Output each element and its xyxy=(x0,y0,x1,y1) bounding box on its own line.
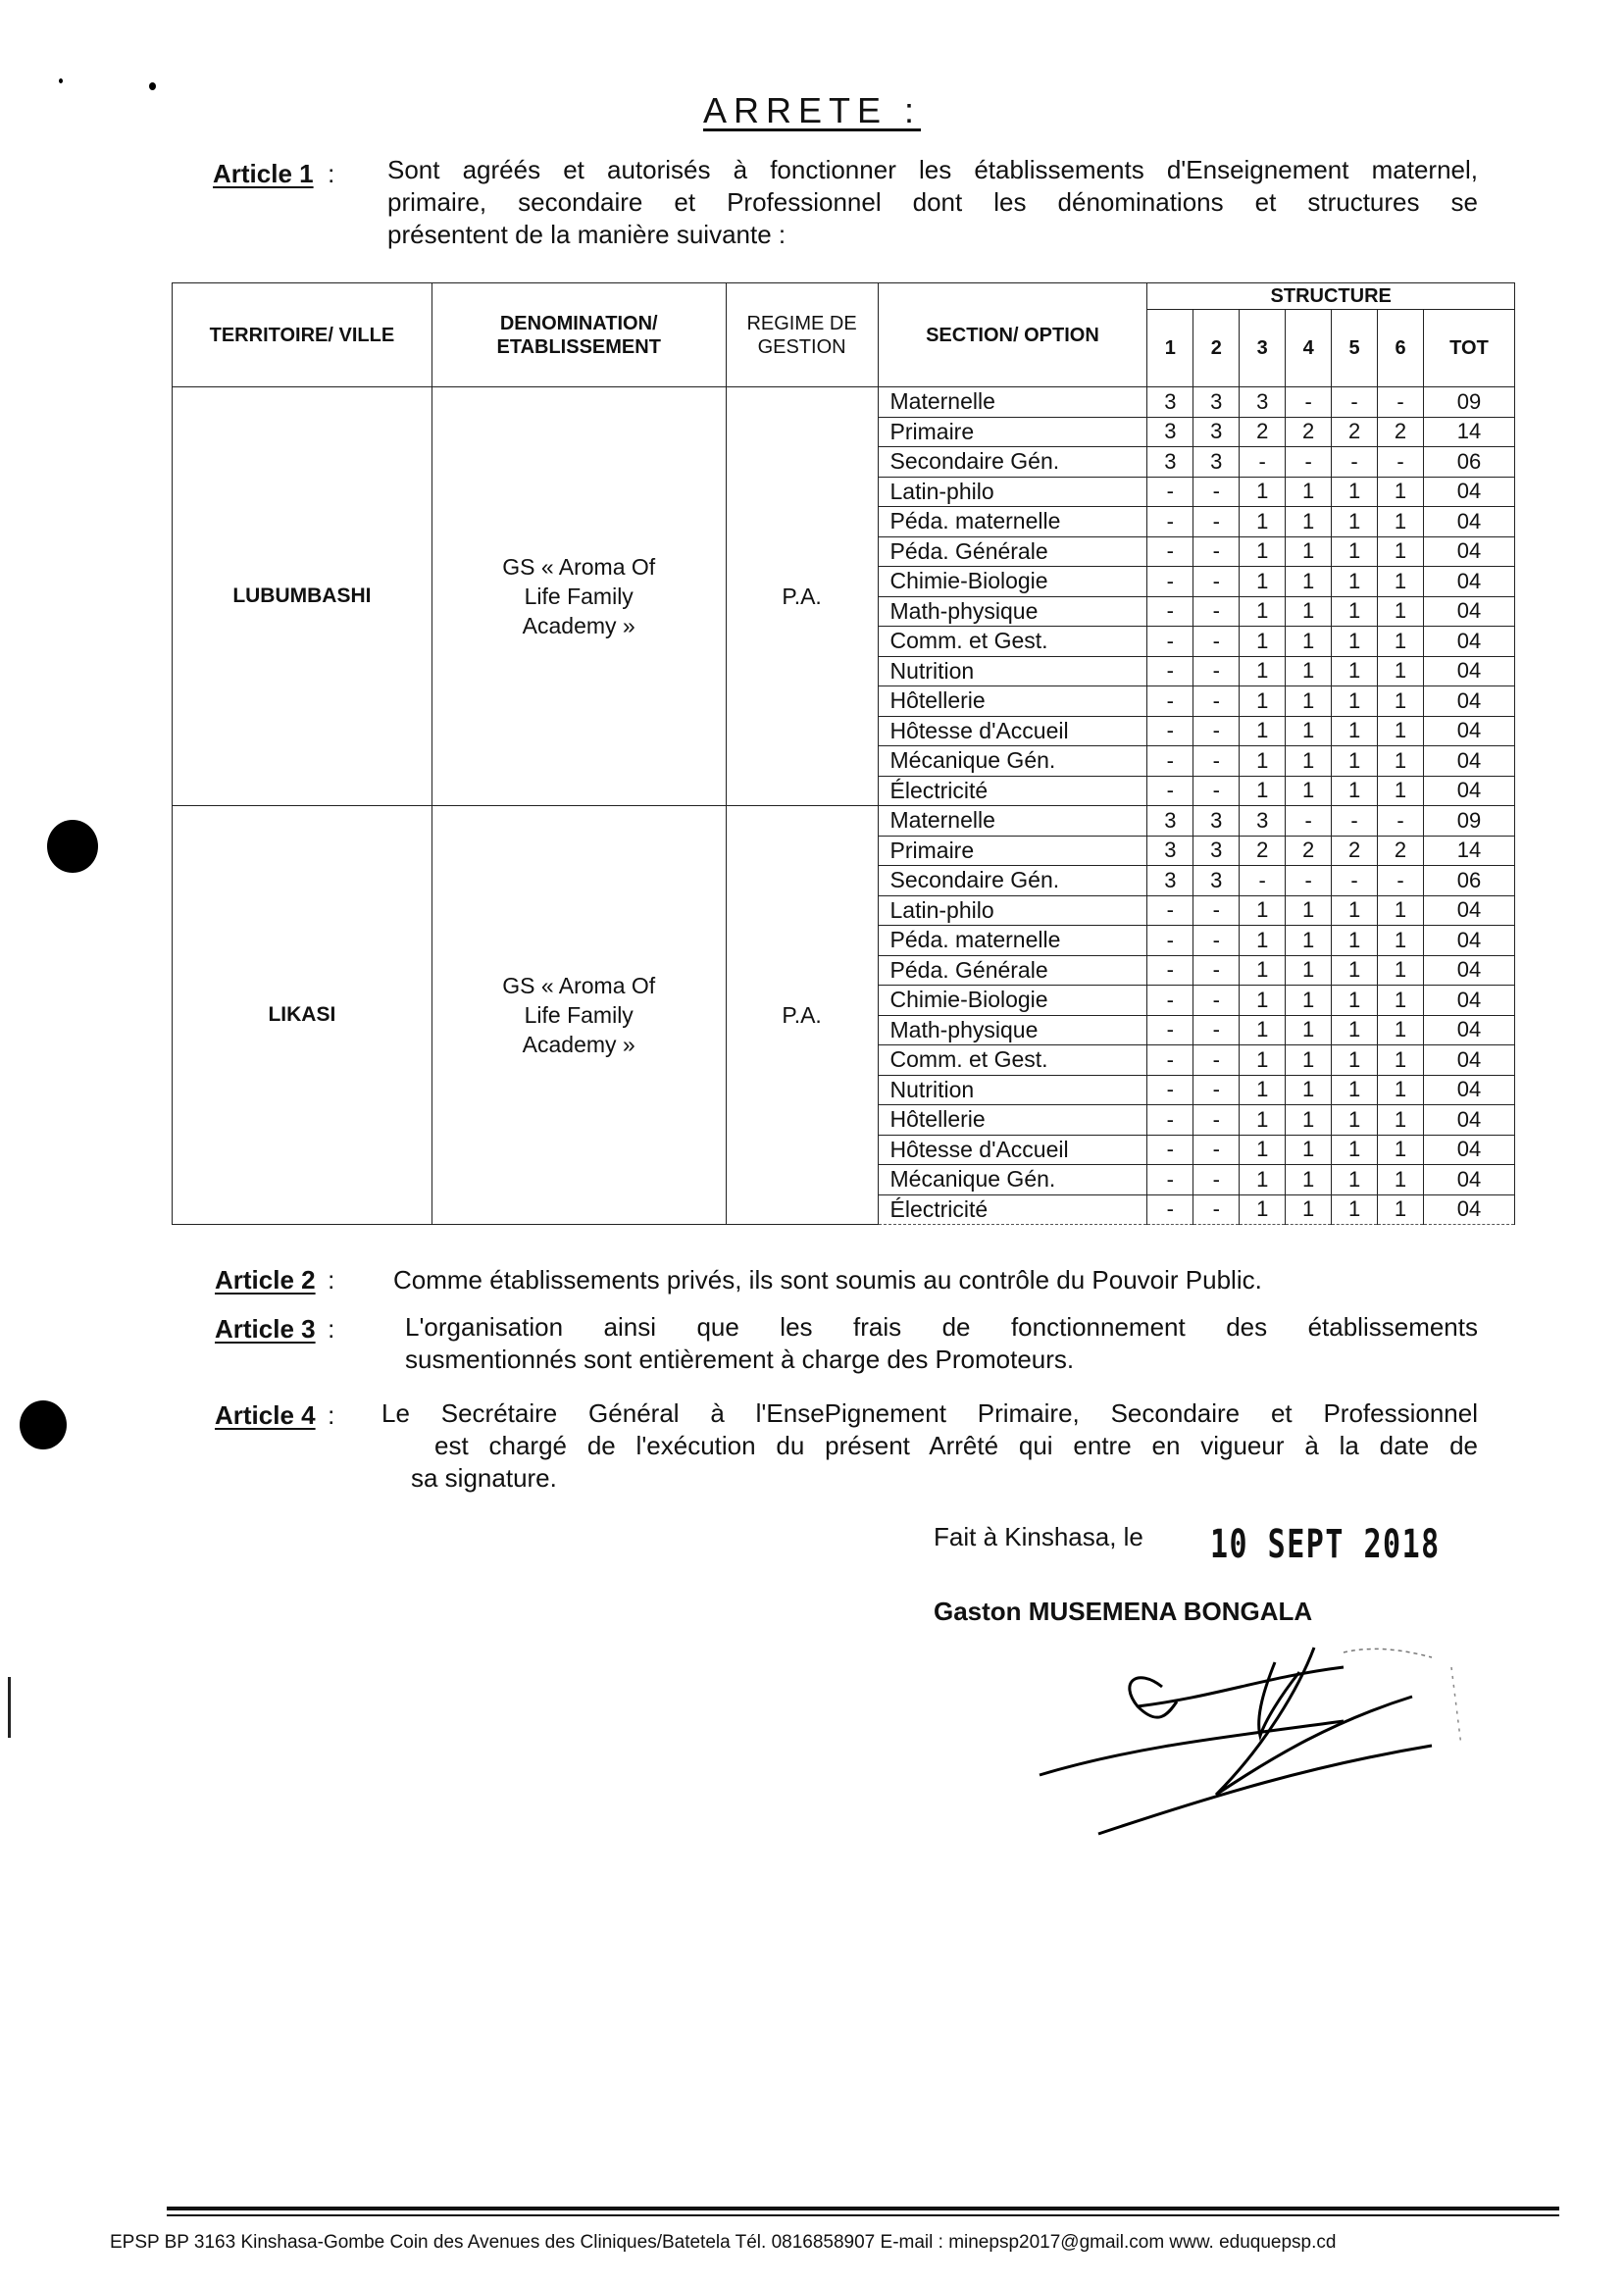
structure-cell: - xyxy=(1193,507,1240,537)
header-col: 2 xyxy=(1193,310,1240,387)
section-cell: Math-physique xyxy=(878,596,1147,627)
section-cell: Électricité xyxy=(878,1194,1147,1225)
section-cell: Mécanique Gén. xyxy=(878,1165,1147,1195)
structure-cell: 1 xyxy=(1332,686,1378,717)
section-cell: Péda. maternelle xyxy=(878,926,1147,956)
structure-cell: 1 xyxy=(1332,716,1378,746)
structure-cell: 1 xyxy=(1240,567,1286,597)
structure-cell: 1 xyxy=(1378,1075,1424,1105)
structure-cell: - xyxy=(1193,536,1240,567)
structure-cell: 1 xyxy=(1332,1105,1378,1136)
structure-cell: 1 xyxy=(1378,507,1424,537)
ville-cell: LUBUMBASHI xyxy=(173,387,432,806)
structure-cell: 1 xyxy=(1332,1135,1378,1165)
structure-cell: 1 xyxy=(1286,1045,1332,1076)
structure-cell: 1 xyxy=(1240,746,1286,777)
structure-cell: - xyxy=(1193,1135,1240,1165)
section-cell: Mécanique Gén. xyxy=(878,746,1147,777)
structure-cell: 1 xyxy=(1332,1075,1378,1105)
structure-cell: 1 xyxy=(1240,536,1286,567)
table-row xyxy=(173,387,1515,418)
structure-cell: 3 xyxy=(1193,806,1240,837)
structure-cell: 1 xyxy=(1240,1165,1286,1195)
structure-cell: 1 xyxy=(1240,1105,1286,1136)
footer-contact: EPSP BP 3163 Kinshasa-Gombe Coin des Avenues des Cliniques/Batetela Tél. 0816858907 E-mail : minepsp2017@gmail.com www. eduquepsp.cd xyxy=(110,2232,1337,2253)
structure-cell: 1 xyxy=(1240,776,1286,806)
structure-cell: 1 xyxy=(1240,477,1286,507)
article4-line: Le Secrétaire Général à l'EnsePignement Primaire, Secondaire et Professionnel xyxy=(381,1398,1478,1428)
structure-cell: - xyxy=(1286,387,1332,418)
structure-cell: 1 xyxy=(1378,627,1424,657)
total-cell: 04 xyxy=(1424,596,1515,627)
structure-cell: 1 xyxy=(1286,567,1332,597)
section-cell: Péda. Générale xyxy=(878,955,1147,986)
structure-cell: 1 xyxy=(1332,507,1378,537)
structure-cell: 3 xyxy=(1147,387,1193,418)
table-body xyxy=(173,387,1515,1225)
structure-cell: 1 xyxy=(1240,596,1286,627)
structure-cell: 1 xyxy=(1240,926,1286,956)
signature-scribble xyxy=(1020,1628,1491,1853)
structure-cell: 1 xyxy=(1378,1194,1424,1225)
structure-cell: - xyxy=(1147,986,1193,1016)
structure-cell: 1 xyxy=(1332,1165,1378,1195)
structure-cell: - xyxy=(1332,387,1378,418)
structure-cell: - xyxy=(1147,567,1193,597)
structure-cell: - xyxy=(1378,387,1424,418)
structure-cell: - xyxy=(1147,686,1193,717)
structure-cell: 1 xyxy=(1378,656,1424,686)
structure-cell: 1 xyxy=(1240,1075,1286,1105)
structure-cell: 1 xyxy=(1286,716,1332,746)
structure-cell: - xyxy=(1147,656,1193,686)
structure-cell: 2 xyxy=(1286,836,1332,866)
structure-cell: 1 xyxy=(1378,1045,1424,1076)
total-cell: 04 xyxy=(1424,895,1515,926)
structure-cell: 1 xyxy=(1332,477,1378,507)
section-cell: Hôtesse d'Accueil xyxy=(878,716,1147,746)
article2-label: Article 2 xyxy=(215,1265,316,1295)
regime-cell: P.A. xyxy=(726,387,878,806)
punch-hole xyxy=(47,820,98,873)
header-section: SECTION/ OPTION xyxy=(878,283,1147,387)
section-cell: Péda. maternelle xyxy=(878,507,1147,537)
article4-sep: : xyxy=(328,1400,335,1430)
structure-cell: - xyxy=(1147,1015,1193,1045)
structure-cell: 1 xyxy=(1286,1135,1332,1165)
structure-cell: 3 xyxy=(1193,447,1240,478)
article3-line: susmentionnés sont entièrement à charge des Promoteurs. xyxy=(405,1345,1075,1374)
structure-cell: 2 xyxy=(1332,836,1378,866)
total-cell: 04 xyxy=(1424,656,1515,686)
header-col: 1 xyxy=(1147,310,1193,387)
structure-cell: 1 xyxy=(1378,986,1424,1016)
structure-cell: 3 xyxy=(1193,836,1240,866)
structure-cell: 1 xyxy=(1332,596,1378,627)
structure-cell: 1 xyxy=(1240,507,1286,537)
structure-cell: - xyxy=(1332,806,1378,837)
structure-cell: 2 xyxy=(1240,417,1286,447)
section-cell: Latin-philo xyxy=(878,895,1147,926)
structure-cell: - xyxy=(1193,955,1240,986)
structure-cell: 1 xyxy=(1240,986,1286,1016)
structure-cell: - xyxy=(1147,895,1193,926)
article1-sep: : xyxy=(328,159,335,188)
total-cell: 04 xyxy=(1424,567,1515,597)
structure-cell: 1 xyxy=(1286,596,1332,627)
section-cell: Péda. Générale xyxy=(878,536,1147,567)
structure-cell: - xyxy=(1147,477,1193,507)
structure-cell: 1 xyxy=(1286,627,1332,657)
structure-cell: 1 xyxy=(1332,567,1378,597)
structure-cell: 1 xyxy=(1378,776,1424,806)
structure-table xyxy=(172,282,1515,1225)
structure-cell: - xyxy=(1240,866,1286,896)
structure-cell: 1 xyxy=(1332,895,1378,926)
structure-cell: 1 xyxy=(1286,746,1332,777)
article1-line: Sont agréés et autorisés à fonctionner les établissements d'Enseignement maternel, xyxy=(387,155,1478,184)
structure-cell: 1 xyxy=(1286,986,1332,1016)
structure-cell: 3 xyxy=(1240,806,1286,837)
structure-cell: - xyxy=(1193,1194,1240,1225)
total-cell: 04 xyxy=(1424,1015,1515,1045)
section-cell: Primaire xyxy=(878,836,1147,866)
structure-cell: - xyxy=(1193,1045,1240,1076)
structure-cell: 2 xyxy=(1286,417,1332,447)
header-regime: REGIME DE GESTION xyxy=(726,283,878,387)
structure-cell: 1 xyxy=(1332,1045,1378,1076)
total-cell: 04 xyxy=(1424,507,1515,537)
structure-cell: 3 xyxy=(1147,447,1193,478)
total-cell: 04 xyxy=(1424,716,1515,746)
total-cell: 04 xyxy=(1424,536,1515,567)
total-cell: 04 xyxy=(1424,686,1515,717)
structure-cell: 3 xyxy=(1147,836,1193,866)
total-cell: 04 xyxy=(1424,1045,1515,1076)
structure-cell: 3 xyxy=(1240,387,1286,418)
article1-line: primaire, secondaire et Professionnel dont les dénominations et structures se xyxy=(387,187,1478,217)
total-cell: 04 xyxy=(1424,477,1515,507)
structure-cell: 1 xyxy=(1332,627,1378,657)
header-territoire: TERRITOIRE/ VILLE xyxy=(173,283,432,387)
total-cell: 04 xyxy=(1424,1194,1515,1225)
structure-cell: - xyxy=(1193,627,1240,657)
total-cell: 06 xyxy=(1424,866,1515,896)
structure-cell: 3 xyxy=(1147,417,1193,447)
structure-cell: - xyxy=(1332,447,1378,478)
structure-cell: - xyxy=(1193,746,1240,777)
structure-cell: 3 xyxy=(1193,387,1240,418)
structure-cell: 1 xyxy=(1240,716,1286,746)
structure-cell: - xyxy=(1193,596,1240,627)
structure-cell: - xyxy=(1193,686,1240,717)
structure-cell: - xyxy=(1147,1135,1193,1165)
structure-cell: 1 xyxy=(1240,1194,1286,1225)
structure-cell: - xyxy=(1378,866,1424,896)
structure-cell: 1 xyxy=(1286,1075,1332,1105)
article3-line: L'organisation ainsi que les frais de fonctionnement des établissements xyxy=(405,1312,1478,1342)
header-col: TOT xyxy=(1424,310,1515,387)
structure-cell: 1 xyxy=(1240,686,1286,717)
total-cell: 14 xyxy=(1424,836,1515,866)
structure-cell: 1 xyxy=(1378,1105,1424,1136)
structure-cell: - xyxy=(1193,926,1240,956)
date-stamp: 10 SEPT 2018 xyxy=(1210,1522,1441,1567)
section-cell: Hôtellerie xyxy=(878,1105,1147,1136)
scan-speck xyxy=(59,78,63,83)
structure-cell: 1 xyxy=(1332,656,1378,686)
section-cell: Latin-philo xyxy=(878,477,1147,507)
article1-line: présentent de la manière suivante : xyxy=(387,220,787,249)
structure-cell: 2 xyxy=(1378,417,1424,447)
signatory-name: Gaston MUSEMENA BONGALA xyxy=(934,1597,1313,1626)
structure-cell: 1 xyxy=(1286,895,1332,926)
structure-cell: 1 xyxy=(1240,1135,1286,1165)
structure-cell: - xyxy=(1286,806,1332,837)
structure-cell: - xyxy=(1332,866,1378,896)
structure-cell: - xyxy=(1193,477,1240,507)
section-cell: Chimie-Biologie xyxy=(878,986,1147,1016)
section-cell: Hôtellerie xyxy=(878,686,1147,717)
structure-cell: - xyxy=(1147,1075,1193,1105)
structure-cell: 3 xyxy=(1193,866,1240,896)
structure-cell: 1 xyxy=(1286,477,1332,507)
structure-cell: 1 xyxy=(1286,955,1332,986)
structure-cell: - xyxy=(1147,507,1193,537)
total-cell: 06 xyxy=(1424,447,1515,478)
article2 xyxy=(215,1265,1480,1295)
total-cell: 04 xyxy=(1424,955,1515,986)
structure-cell: - xyxy=(1147,1105,1193,1136)
structure-cell: 1 xyxy=(1332,776,1378,806)
structure-cell: 2 xyxy=(1378,836,1424,866)
structure-cell: 3 xyxy=(1147,866,1193,896)
ville-cell: LIKASI xyxy=(173,806,432,1225)
structure-cell: 1 xyxy=(1378,746,1424,777)
structure-cell: - xyxy=(1147,716,1193,746)
structure-cell: 1 xyxy=(1332,536,1378,567)
section-cell: Chimie-Biologie xyxy=(878,567,1147,597)
structure-cell: 1 xyxy=(1286,1194,1332,1225)
total-cell: 04 xyxy=(1424,776,1515,806)
structure-cell: - xyxy=(1378,447,1424,478)
total-cell: 04 xyxy=(1424,1105,1515,1136)
structure-cell: 1 xyxy=(1378,477,1424,507)
scan-speck xyxy=(149,82,156,90)
article4-line: sa signature. xyxy=(411,1463,557,1493)
section-cell: Électricité xyxy=(878,776,1147,806)
structure-cell: 1 xyxy=(1378,1015,1424,1045)
structure-cell: 1 xyxy=(1378,1165,1424,1195)
structure-cell: 1 xyxy=(1286,1105,1332,1136)
structure-cell: 1 xyxy=(1378,596,1424,627)
total-cell: 09 xyxy=(1424,387,1515,418)
section-cell: Comm. et Gest. xyxy=(878,627,1147,657)
total-cell: 04 xyxy=(1424,627,1515,657)
etablissement-cell: GS « Aroma Of Life Family Academy » xyxy=(431,806,726,1225)
structure-cell: 1 xyxy=(1286,686,1332,717)
structure-cell: 1 xyxy=(1378,686,1424,717)
article3-label: Article 3 xyxy=(215,1314,316,1344)
structure-cell: - xyxy=(1147,746,1193,777)
structure-cell: - xyxy=(1193,1105,1240,1136)
structure-cell: - xyxy=(1193,895,1240,926)
punch-hole xyxy=(20,1400,67,1449)
structure-cell: 1 xyxy=(1240,656,1286,686)
structure-cell: - xyxy=(1147,926,1193,956)
structure-cell: - xyxy=(1193,656,1240,686)
structure-cell: 1 xyxy=(1240,1045,1286,1076)
structure-cell: 3 xyxy=(1193,417,1240,447)
structure-cell: 1 xyxy=(1240,1015,1286,1045)
total-cell: 04 xyxy=(1424,926,1515,956)
etablissement-cell: GS « Aroma Of Life Family Academy » xyxy=(431,387,726,806)
structure-cell: - xyxy=(1193,1075,1240,1105)
article4-line: est chargé de l'exécution du présent Arrêté qui entre en vigueur à la date de xyxy=(434,1431,1478,1460)
footer-rule xyxy=(167,2207,1559,2210)
structure-cell: 1 xyxy=(1332,986,1378,1016)
article4-label: Article 4 xyxy=(215,1400,316,1430)
section-cell: Hôtesse d'Accueil xyxy=(878,1135,1147,1165)
structure-cell: - xyxy=(1147,776,1193,806)
structure-cell: 1 xyxy=(1378,895,1424,926)
article2-sep: : xyxy=(328,1265,335,1295)
structure-cell: - xyxy=(1147,955,1193,986)
total-cell: 04 xyxy=(1424,746,1515,777)
structure-cell: - xyxy=(1193,1015,1240,1045)
article2-line: Comme établissements privés, ils sont soumis au contrôle du Pouvoir Public. xyxy=(393,1265,1262,1295)
structure-cell: 3 xyxy=(1147,806,1193,837)
section-cell: Maternelle xyxy=(878,387,1147,418)
section-cell: Comm. et Gest. xyxy=(878,1045,1147,1076)
structure-cell: 1 xyxy=(1332,955,1378,986)
structure-cell: 1 xyxy=(1332,1015,1378,1045)
header-denomination: DENOMINATION/ ETABLISSEMENT xyxy=(431,283,726,387)
section-cell: Math-physique xyxy=(878,1015,1147,1045)
structure-cell: - xyxy=(1193,776,1240,806)
header-structure: STRUCTURE xyxy=(1147,283,1515,310)
table-row xyxy=(173,806,1515,837)
structure-cell: - xyxy=(1193,1165,1240,1195)
structure-cell: 1 xyxy=(1378,536,1424,567)
footer-rule xyxy=(167,2214,1559,2216)
structure-cell: 1 xyxy=(1240,895,1286,926)
structure-cell: 1 xyxy=(1286,507,1332,537)
scan-edge-mark xyxy=(8,1677,11,1738)
total-cell: 04 xyxy=(1424,1165,1515,1195)
structure-cell: 1 xyxy=(1378,1135,1424,1165)
article3-sep: : xyxy=(328,1314,335,1344)
structure-cell: - xyxy=(1147,596,1193,627)
structure-cell: - xyxy=(1147,1045,1193,1076)
structure-cell: 2 xyxy=(1240,836,1286,866)
total-cell: 09 xyxy=(1424,806,1515,837)
structure-cell: - xyxy=(1147,627,1193,657)
section-cell: Secondaire Gén. xyxy=(878,447,1147,478)
structure-cell: 1 xyxy=(1240,627,1286,657)
structure-cell: 1 xyxy=(1378,926,1424,956)
header-col: 5 xyxy=(1332,310,1378,387)
structure-cell: - xyxy=(1147,1194,1193,1225)
structure-cell: 1 xyxy=(1286,1165,1332,1195)
total-cell: 04 xyxy=(1424,986,1515,1016)
total-cell: 14 xyxy=(1424,417,1515,447)
structure-cell: - xyxy=(1286,866,1332,896)
structure-cell: 2 xyxy=(1332,417,1378,447)
total-cell: 04 xyxy=(1424,1135,1515,1165)
header-col: 3 xyxy=(1240,310,1286,387)
regime-cell: P.A. xyxy=(726,806,878,1225)
structure-cell: - xyxy=(1193,716,1240,746)
structure-cell: - xyxy=(1193,567,1240,597)
signature-place: Fait à Kinshasa, le xyxy=(934,1522,1143,1551)
structure-cell: 1 xyxy=(1286,1015,1332,1045)
structure-cell: - xyxy=(1286,447,1332,478)
structure-cell: - xyxy=(1193,986,1240,1016)
structure-cell: 1 xyxy=(1378,955,1424,986)
page-title: ARRETE : xyxy=(702,90,922,130)
section-cell: Primaire xyxy=(878,417,1147,447)
section-cell: Nutrition xyxy=(878,1075,1147,1105)
total-cell: 04 xyxy=(1424,1075,1515,1105)
structure-cell: 1 xyxy=(1332,746,1378,777)
section-cell: Maternelle xyxy=(878,806,1147,837)
structure-cell: 1 xyxy=(1332,926,1378,956)
section-cell: Nutrition xyxy=(878,656,1147,686)
structure-cell: 1 xyxy=(1286,536,1332,567)
structure-cell: - xyxy=(1147,1165,1193,1195)
article1-label: Article 1 xyxy=(213,159,314,188)
structure-cell: 1 xyxy=(1378,567,1424,597)
structure-cell: 1 xyxy=(1286,656,1332,686)
structure-cell: 1 xyxy=(1378,716,1424,746)
header-col: 6 xyxy=(1378,310,1424,387)
structure-cell: - xyxy=(1147,536,1193,567)
section-cell: Secondaire Gén. xyxy=(878,866,1147,896)
header-col: 4 xyxy=(1286,310,1332,387)
structure-cell: 1 xyxy=(1332,1194,1378,1225)
structure-cell: 1 xyxy=(1286,926,1332,956)
structure-cell: 1 xyxy=(1286,776,1332,806)
structure-cell: 1 xyxy=(1240,955,1286,986)
structure-cell: - xyxy=(1240,447,1286,478)
structure-cell: - xyxy=(1378,806,1424,837)
